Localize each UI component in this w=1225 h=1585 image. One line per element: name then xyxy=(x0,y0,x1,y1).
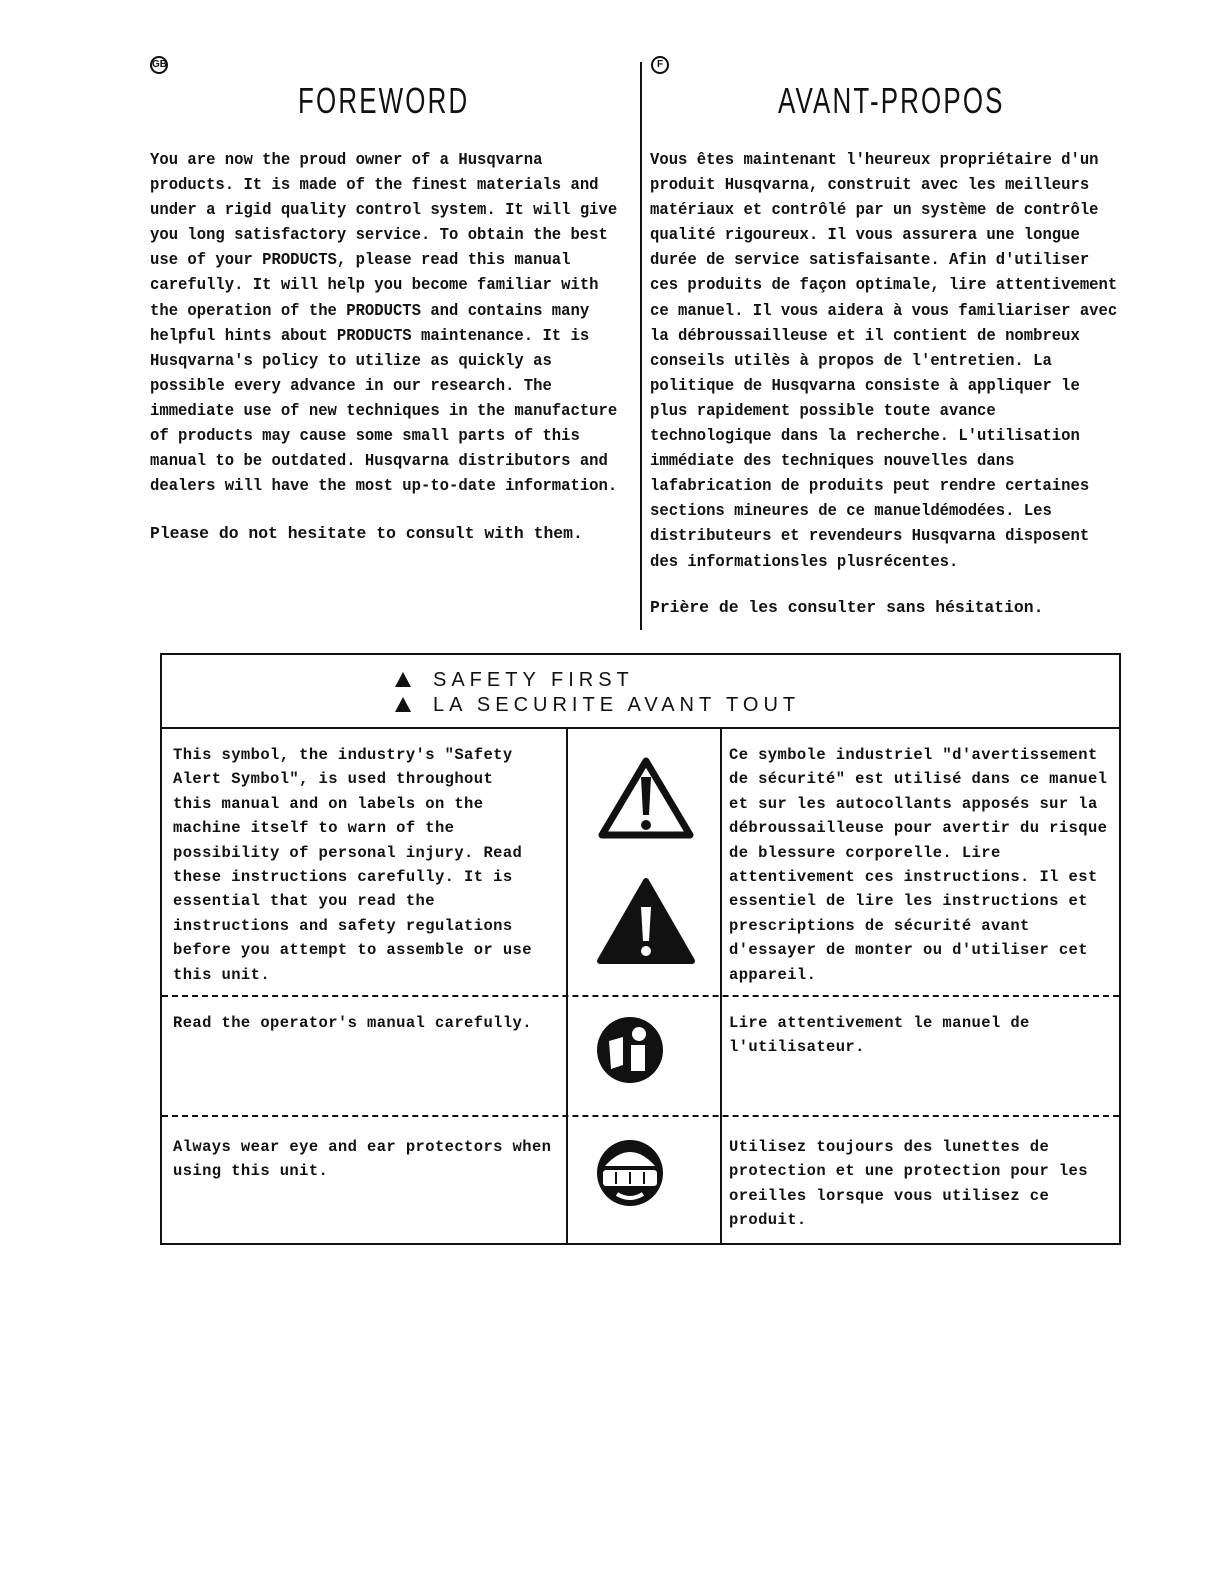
text-line: matériaux et contrôlé par un système de contrôle xyxy=(650,200,1099,220)
text-line: machine itself to warn of the xyxy=(173,819,455,838)
text-line: Husqvarna's policy to utilize as quickly as xyxy=(150,350,552,370)
text-line: qualité rigoureux. Il vous assurera une longue xyxy=(650,225,1080,245)
text-line: instructions and safety regulations xyxy=(173,916,513,935)
safety-alert-text-en xyxy=(173,743,532,987)
text-line: prescriptions de sécurité avant xyxy=(729,916,1030,935)
text-line: Utilisez toujours des lunettes de xyxy=(729,1138,1050,1156)
safety-alert-outline-icon xyxy=(596,755,696,845)
read-manual-text-fr xyxy=(729,1011,1030,1060)
text-line: Alert Symbol", is used throughout xyxy=(173,770,494,789)
foreword-title: FOREWORD xyxy=(298,80,470,121)
text-line: this unit. xyxy=(173,965,271,984)
text-line: Lire attentivement le manuel de xyxy=(729,1014,1030,1032)
text-line: protection et une protection pour les xyxy=(729,1162,1088,1181)
text-line: essentiel de lire les instructions et xyxy=(729,892,1088,911)
text-line: appareil. xyxy=(729,965,817,984)
text-line: helpful hints about PRODUCTS maintenance. It is xyxy=(150,325,590,345)
english-language-mark: GB xyxy=(150,56,168,74)
avant-propos-title: AVANT-PROPOS xyxy=(778,80,1005,121)
text-line: de sécurité" est utilisé dans ce manuel xyxy=(729,770,1108,789)
text-line: Always wear eye and ear protectors when xyxy=(173,1138,552,1156)
text-line: de blessure corporelle. Lire xyxy=(729,843,1001,862)
text-line: ce manuel. Il vous aidera à vous familiariser avec xyxy=(650,300,1118,320)
text-line: conseils utilès à propos de l'entretien. La xyxy=(650,350,1052,370)
text-line: produit. xyxy=(729,1211,807,1230)
safety-heading-fr xyxy=(395,694,800,717)
safety-first-box xyxy=(160,653,1121,1245)
text-line: la débroussailleuse et il contient de nombreux xyxy=(650,325,1080,345)
safety-heading-en xyxy=(395,669,634,692)
text-line: essential that you read the xyxy=(173,892,435,911)
read-manual-icon xyxy=(595,1015,665,1085)
heading-text: SAFETY FIRST xyxy=(433,669,634,691)
avant-propos-paragraph xyxy=(650,147,1117,574)
foreword-closing: Please do not hesitate to consult with them. xyxy=(150,524,583,543)
text-line: use of your PRODUCTS, please read this manual xyxy=(150,250,571,270)
text-line: plus rapidement possible toute avance xyxy=(650,400,996,420)
foreword-paragraph xyxy=(150,147,617,498)
text-line: you long satisfactory service. To obtain the best xyxy=(150,225,608,245)
heading-text: LA SECURITE AVANT TOUT xyxy=(433,694,801,716)
text-line: these instructions carefully. It is xyxy=(173,868,513,887)
text-line: débroussailleuse pour avertir du risque xyxy=(729,819,1108,838)
text-line: sections mineures de ce manueldémodées. Les xyxy=(650,501,1052,521)
text-line: Vous êtes maintenant l'heureux propriétaire d'un xyxy=(650,150,1099,169)
text-line: manual to be outdated. Husqvarna distributors and xyxy=(150,451,608,471)
text-line: durée de service satisfaisante. Afin d'utiliser xyxy=(650,250,1090,270)
text-line: immédiate des techniques nouvelles dans xyxy=(650,451,1015,471)
avant-propos-closing: Prière de les consulter sans hésitation. xyxy=(650,598,1044,617)
safety-alert-text-fr xyxy=(729,743,1107,987)
text-line: You are now the proud owner of a Husqvarna xyxy=(150,150,543,169)
text-line: d'essayer de monter ou d'utiliser cet xyxy=(729,941,1088,960)
text-line: possibility of personal injury. Read xyxy=(173,843,523,862)
divider xyxy=(162,727,1119,729)
divider xyxy=(720,729,722,1243)
text-line: Read the operator's manual carefully. xyxy=(173,1014,532,1032)
read-manual-text-en xyxy=(173,1011,532,1035)
text-line: produit Husqvarna, construit avec les meilleurs xyxy=(650,175,1090,195)
text-line: lafabrication de produits peut rendre certaines xyxy=(650,476,1090,496)
text-line: politique de Husqvarna consiste à appliquer le xyxy=(650,375,1080,395)
protection-text-en xyxy=(173,1135,551,1184)
text-line: technologique dans la recherche. L'utilisation xyxy=(650,426,1080,446)
text-line: l'utilisateur. xyxy=(729,1038,865,1057)
text-line: this manual and on labels on the xyxy=(173,794,484,813)
text-line: dealers will have the most up-to-date information. xyxy=(150,476,618,496)
french-language-mark: F xyxy=(651,56,669,74)
text-line: et sur les autocollants apposés sur la xyxy=(729,794,1098,813)
text-line: ces produits de façon optimale, lire attentivement xyxy=(650,275,1118,295)
text-line: the operation of the PRODUCTS and contains many xyxy=(150,300,590,320)
text-line: Ce symbole industriel "d'avertissement xyxy=(729,746,1098,764)
row-divider xyxy=(162,995,1119,997)
text-line: possible every advance in our research. The xyxy=(150,375,552,395)
text-line: immediate use of new techniques in the manufacture xyxy=(150,400,618,420)
warning-triangle-icon xyxy=(395,672,411,687)
text-line: products. It is made of the finest materials and xyxy=(150,175,599,195)
text-line: carefully. It will help you become familiar with xyxy=(150,275,599,295)
column-divider xyxy=(640,62,642,630)
text-line: before you attempt to assemble or use xyxy=(173,941,532,960)
text-line: of products may cause some small parts of this xyxy=(150,426,580,446)
text-line: distributeurs et revendeurs Husqvarna disposent xyxy=(650,526,1090,546)
protection-text-fr xyxy=(729,1135,1088,1233)
text-line: attentivement ces instructions. Il est xyxy=(729,868,1098,887)
warning-triangle-icon xyxy=(395,697,411,712)
row-divider xyxy=(162,1115,1119,1117)
text-line: des informationsles plusrécentes. xyxy=(650,551,959,571)
text-line: using this unit. xyxy=(173,1162,329,1181)
text-line: oreilles lorsque vous utilisez ce xyxy=(729,1186,1050,1205)
eye-ear-protection-icon xyxy=(595,1138,665,1208)
text-line: This symbol, the industry's "Safety xyxy=(173,746,513,764)
divider xyxy=(566,729,568,1243)
text-line: under a rigid quality control system. It will give xyxy=(150,200,618,220)
safety-alert-solid-icon xyxy=(596,877,696,967)
